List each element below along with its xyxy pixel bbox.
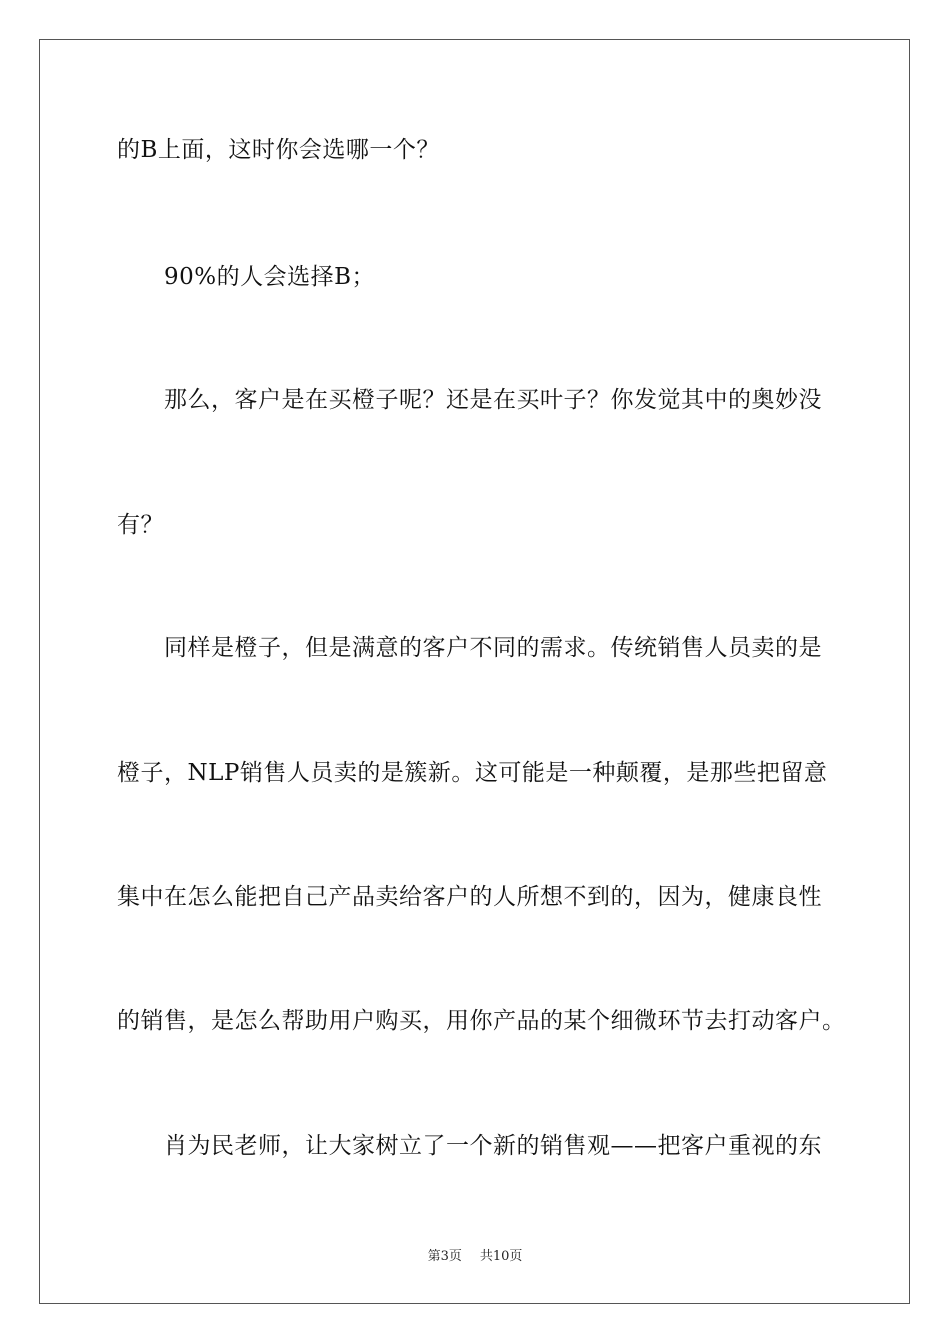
page-frame	[39, 39, 910, 1304]
total-pages: 共10页	[479, 1249, 523, 1264]
text-line-4: 有？	[117, 512, 164, 538]
text-line-3: 那么，客户是在买橙子呢？还是在买叶子？你发觉其中的奥妙没	[164, 387, 822, 413]
text-line-7: 集中在怎么能把自己产品卖给客户的人所想不到的，因为，健康良性	[117, 884, 822, 910]
text-line-8: 的销售，是怎么帮助用户购买，用你产品的某个细微环节去打动客户。	[117, 1008, 846, 1034]
text-line-5: 同样是橙子，但是满意的客户不同的需求。传统销售人员卖的是	[164, 635, 822, 661]
page-footer	[0, 1248, 950, 1266]
text-line-6: 橙子，NLP销售人员卖的是簇新。这可能是一种颠覆，是那些把留意	[117, 760, 828, 786]
text-line-1: 的B上面，这时你会选哪一个？	[117, 137, 440, 163]
page-number: 第3页	[427, 1249, 462, 1264]
text-line-2: 90%的人会选择B；	[164, 264, 376, 290]
text-line-9: 肖为民老师，让大家树立了一个新的销售观——把客户重视的东	[164, 1133, 822, 1159]
